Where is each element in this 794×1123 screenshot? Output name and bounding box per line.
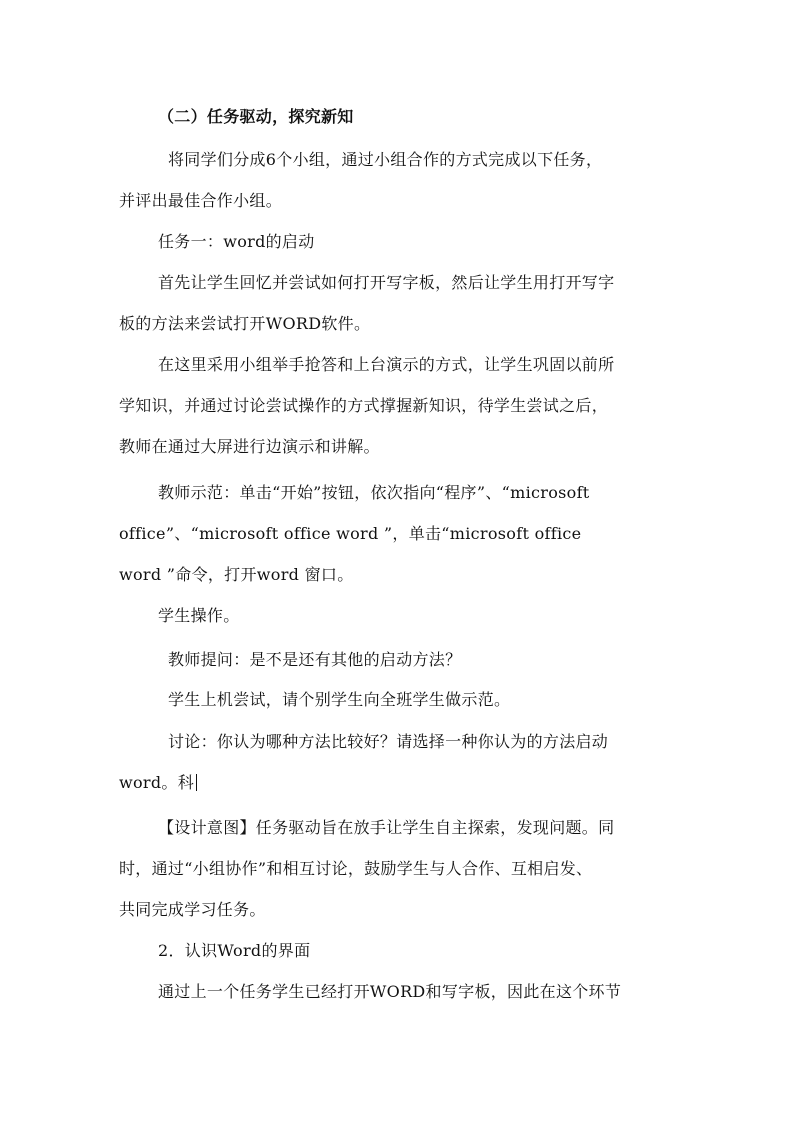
paragraph-line: office”、“microsoft office word ”，单击“microsoft office: [119, 524, 582, 543]
paragraph-line: 并评出最佳合作小组。: [119, 191, 283, 210]
paragraph-line: 学生操作。: [158, 606, 240, 625]
paragraph-line: 共同完成学习任务。: [119, 900, 266, 919]
paragraph-line: 教师示范：单击“开始”按钮，依次指向“程序”、“microsoft: [158, 483, 590, 502]
paragraph-line-text: word。科: [119, 773, 195, 792]
task-title: 任务一：word的启动: [158, 232, 315, 251]
paragraph-line: word ”命令，打开word 窗口。: [119, 565, 354, 584]
text-cursor: [196, 774, 197, 791]
paragraph-line: 时，通过“小组协作”和相互讨论，鼓励学生与人合作、互相启发、: [119, 859, 593, 878]
paragraph-line: [119, 773, 197, 793]
paragraph-line: 板的方法来尝试打开WORD软件。: [119, 314, 371, 333]
paragraph-line: 将同学们分成6个小组，通过小组合作的方式完成以下任务，: [168, 150, 603, 169]
paragraph-line: 学知识，并通过讨论尝试操作的方式撑握新知识，待学生尝试之后，: [119, 396, 609, 415]
paragraph-line: 教师提问：是不是还有其他的启动方法？: [168, 650, 462, 669]
paragraph-line: 首先让学生回忆并尝试如何打开写字板，然后让学生用打开写字: [158, 273, 615, 292]
design-intent-line: 【设计意图】任务驱动旨在放手让学生自主探索，发现问题。同: [158, 818, 615, 837]
paragraph-line: 学生上机尝试，请个别学生向全班学生做示范。: [168, 690, 511, 709]
section-heading: （二）任务驱动，探究新知: [158, 107, 354, 126]
paragraph-line: 在这里采用小组举手抢答和上台演示的方式，让学生巩固以前所: [158, 355, 615, 374]
subsection-title: 2．认识Word的界面: [158, 941, 311, 960]
paragraph-line: 通过上一个任务学生已经打开WORD和写字板，因此在这个环节: [158, 982, 622, 1001]
paragraph-line: 讨论：你认为哪种方法比较好？请选择一种你认为的方法启动: [168, 732, 609, 751]
paragraph-line: 教师在通过大屏进行边演示和讲解。: [119, 437, 380, 456]
